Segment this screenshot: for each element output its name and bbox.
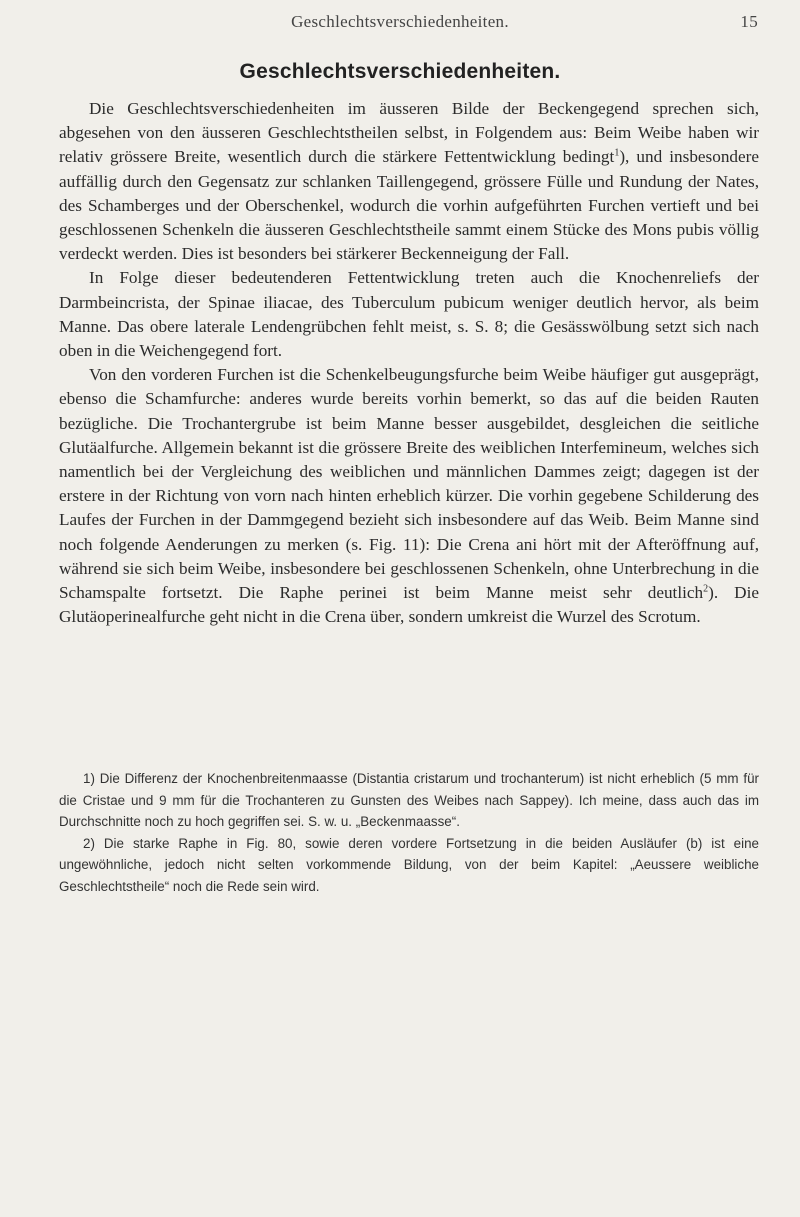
- body-text: [59, 97, 759, 629]
- running-head-title: Geschlechtsverschiedenheiten.: [291, 12, 509, 31]
- paragraph-1-text-cont: ), und insbesondere auffällig durch den Gegensatz zur schlanken Taillengegend, grössere Fülle und Rundung der Nates, des Schamberges und der Oberschenkel, wodurch die vorhin aufgeführten Furchen vertieft und bei geschlossenen Schenkeln die äusseren Geschlechtstheile sammt einem Stücke des Mons pubis völlig verdeckt werden. Dies ist besonders bei stärkerer Beckenneigung der Fall.: [59, 147, 759, 264]
- paragraph-1: [59, 97, 759, 266]
- footnote-ref-1: 1: [614, 147, 620, 159]
- paragraph-1-text: Die Geschlechtsverschiedenheiten im äusseren Bilde der Beckengegend sprechen sich, abgesehen von den äusseren Geschlechtstheilen selbst, in Folgendem aus: Beim Weibe haben wir relativ grössere Breite, wesentlich durch die stärkere Fettentwicklung bedingt: [59, 99, 759, 167]
- footnotes: [59, 768, 759, 898]
- section-title: Geschlechtsverschiedenheiten.: [239, 60, 561, 83]
- footnote-1: 1) Die Differenz der Knochenbreitenmaasse (Distantia cristarum und trochanterum) ist nicht erheblich (5 mm für die Cristae und 9 mm für die Trochanteren zu Gunsten des Weibes nach Sappey). Ich meine, dass auch das im Durchschnitte noch zu hoch gegriffen sei. S. w. u. „Beckenmaasse“.: [59, 771, 759, 830]
- footnote-ref-2: 2: [703, 583, 709, 595]
- paragraph-2: In Folge dieser bedeutenderen Fettentwicklung treten auch die Knochenreliefs der Darmbeincrista, der Spinae iliacae, des Tuberculum pubicum weniger deutlich hervor, als beim Manne. Das obere laterale Lendengrübchen fehlt meist, s. S. 8; die Gesässwölbung setzt sich nach oben in die Weichengegend fort.: [59, 268, 759, 361]
- page-number: 15: [740, 12, 758, 31]
- paragraph-3: [59, 363, 759, 629]
- paragraph-3-text: Von den vorderen Furchen ist die Schenkelbeugungsfurche beim Weibe häufiger gut ausgeprägt, ebenso die Schamfurche: anderes wurde bereits vorhin bemerkt, so das auf die beiden Rauten bezügliche. Die Trochantergrube ist beim Manne besser ausgebildet, desgleichen die seitliche Glutäalfurche. Allgemein bekannt ist die grössere Breite des weiblichen Interfemineum, welches sich namentlich bei der Vergleichung des weiblichen und männlichen Dammes zeigt; dagegen ist der erstere in der Richtung von vorn nach hinten erheblich kürzer. Die vorhin gegebene Schilderung des Laufes der Furchen in der Dammgegend bezieht sich insbesondere auf das Weib. Beim Manne sind noch folgende Aenderungen zu merken (s. Fig. 11): Die Crena ani hört mit der Afteröffnung auf, während sie sich beim Weibe, insbesondere bei geschlossenen Schenkeln, ohne Unterbrechung in die Schamspalte fortsetzt. Die Raphe perinei ist beim Manne meist sehr deutlich: [59, 365, 759, 603]
- footnote-2: 2) Die starke Raphe in Fig. 80, sowie deren vordere Fortsetzung in die beiden Ausläufer (b) ist eine ungewöhnliche, jedoch nicht selten vorkommende Bildung, von der beim Kapitel: „Aeussere weibliche Geschlechtstheile“ noch die Rede sein wird.: [59, 835, 759, 894]
- paragraph-3-text-cont: ). Die Glutäoperinealfurche geht nicht in die Crena über, sondern umkreist die Wurzel des Scrotum.: [59, 583, 759, 627]
